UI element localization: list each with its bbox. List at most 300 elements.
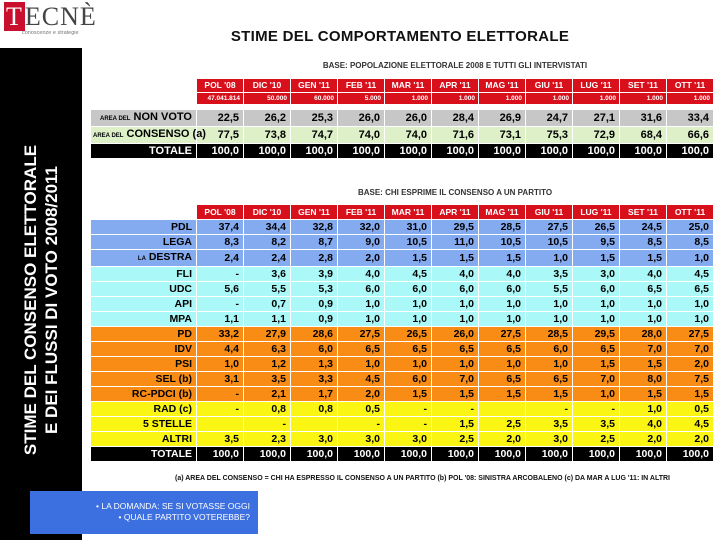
table-cell: 3,0	[385, 432, 432, 447]
table-cell: -	[197, 267, 244, 282]
table-cell: 100,0	[667, 144, 714, 159]
table-cell: 2,8	[291, 250, 338, 267]
table-row	[91, 267, 714, 282]
table-cell: 4,5	[338, 372, 385, 387]
table-cell: 1,0	[620, 402, 667, 417]
table-cell: 7,5	[667, 372, 714, 387]
table-cell: 26,2	[244, 110, 291, 127]
column-header: APR '11	[432, 79, 479, 93]
table-cell: 1,0	[526, 297, 573, 312]
table-cell: 1,5	[620, 387, 667, 402]
column-header: MAG '11	[479, 79, 526, 93]
page-title: STIME DEL COMPORTAMENTO ELETTORALE	[230, 28, 570, 45]
table-cell: 10,5	[385, 235, 432, 250]
table-row	[91, 342, 714, 357]
column-header: DIC '10	[244, 79, 291, 93]
header-blank	[91, 93, 197, 105]
table-cell: 1,5	[432, 250, 479, 267]
table-cell: 6,5	[667, 282, 714, 297]
question-box	[30, 491, 258, 534]
table-row	[91, 297, 714, 312]
table-cell: 3,3	[291, 372, 338, 387]
table-row	[91, 282, 714, 297]
table-row	[91, 387, 714, 402]
table-cell: 1,0	[667, 250, 714, 267]
table-cell: 100,0	[620, 447, 667, 462]
table-cell: 100,0	[526, 144, 573, 159]
vertical-title-line1: STIME DEL CONSENSO ELETTORALE	[21, 144, 40, 456]
table-cell: 26,0	[338, 110, 385, 127]
table-cell	[291, 417, 338, 432]
sample-size: 1.000	[479, 93, 526, 105]
table-cell: 32,0	[338, 220, 385, 235]
table-cell: 0,5	[338, 402, 385, 417]
row-label-text: ALTRI	[161, 433, 192, 445]
table-cell: 0,9	[291, 297, 338, 312]
column-header: MAR '11	[385, 205, 432, 220]
table-cell: 37,4	[197, 220, 244, 235]
table-cell: 2,0	[620, 432, 667, 447]
table-cell: 1,0	[573, 312, 620, 327]
table-cell: 1,5	[479, 250, 526, 267]
table-cell: -	[385, 402, 432, 417]
table-cell: 5,5	[244, 282, 291, 297]
table-cell: 1,0	[479, 297, 526, 312]
row-label	[91, 267, 197, 282]
table-cell: 2,4	[197, 250, 244, 267]
table-cell: 1,5	[432, 387, 479, 402]
table-cell: 5,6	[197, 282, 244, 297]
row-label-text: SEL (b)	[155, 373, 192, 385]
row-label	[91, 127, 206, 144]
header-blank	[91, 79, 197, 93]
table-electoral-behaviour	[90, 78, 714, 159]
table-cell: 1,0	[385, 357, 432, 372]
table-cell: 3,1	[197, 372, 244, 387]
table-cell: 1,5	[620, 357, 667, 372]
table-cell: 7,0	[432, 372, 479, 387]
row-label-text: PSI	[175, 358, 192, 370]
table-cell: 8,3	[197, 235, 244, 250]
table-cell: 6,5	[432, 342, 479, 357]
sample-size: 60.000	[291, 93, 338, 105]
table-cell: 1,5	[385, 387, 432, 402]
table-cell: 33,2	[197, 327, 244, 342]
table-cell: 100,0	[479, 144, 526, 159]
table-cell: 1,0	[479, 312, 526, 327]
table-cell: 3,5	[526, 417, 573, 432]
table-cell	[197, 417, 244, 432]
row-label	[91, 402, 197, 417]
column-header: MAG '11	[479, 205, 526, 220]
row-label	[91, 432, 197, 447]
table-cell: 24,5	[620, 220, 667, 235]
row-label-text: NON VOTO	[133, 111, 192, 123]
row-label	[91, 372, 197, 387]
table-cell: 4,0	[432, 267, 479, 282]
table-row	[91, 432, 714, 447]
table-cell: 77,5	[197, 127, 244, 144]
table-cell: 100,0	[385, 447, 432, 462]
row-label-text: API	[174, 298, 192, 310]
table-cell: 74,0	[385, 127, 432, 144]
column-header: LUG '11	[573, 205, 620, 220]
table-cell: -	[573, 402, 620, 417]
table-party-consensus	[90, 204, 714, 462]
table-cell: 1,0	[526, 357, 573, 372]
row-label	[91, 110, 197, 127]
row-label	[91, 447, 197, 462]
table-cell: 28,6	[291, 327, 338, 342]
column-header: OTT '11	[667, 79, 714, 93]
table-row	[91, 447, 714, 462]
table-cell: 1,0	[526, 250, 573, 267]
row-label-text: MPA	[169, 313, 192, 325]
table-cell: 6,0	[432, 282, 479, 297]
row-label-text: IDV	[174, 343, 192, 355]
table1-base-note: BASE: POPOLAZIONE ELETTORALE 2008 E TUTTI GLI INTERVISTATI	[322, 61, 588, 70]
row-label	[91, 312, 197, 327]
question-line2: • QUALE PARTITO VOTEREBBE?	[118, 512, 250, 522]
sample-size-row	[91, 93, 714, 105]
table-cell: 8,5	[667, 235, 714, 250]
table-cell: 1,2	[244, 357, 291, 372]
table-cell: 68,4	[620, 127, 667, 144]
table-cell: 1,0	[432, 357, 479, 372]
table-cell: 75,3	[526, 127, 573, 144]
table-cell: 100,0	[291, 447, 338, 462]
table-cell: 26,0	[385, 110, 432, 127]
column-header: FEB '11	[338, 79, 385, 93]
table-cell: 4,5	[667, 267, 714, 282]
table-cell: 1,1	[197, 312, 244, 327]
table-cell: 1,5	[432, 417, 479, 432]
sample-size: 1.000	[526, 93, 573, 105]
column-header: SET '11	[620, 205, 667, 220]
table-cell: 100,0	[432, 447, 479, 462]
table-cell: -	[526, 402, 573, 417]
table-cell: 1,5	[526, 387, 573, 402]
table-row	[91, 127, 714, 144]
table-cell: -	[197, 387, 244, 402]
table-cell: 0,7	[244, 297, 291, 312]
table-cell: 0,8	[291, 402, 338, 417]
sample-size: 1.000	[620, 93, 667, 105]
sample-size: 1.000	[432, 93, 479, 105]
column-header: OTT '11	[667, 205, 714, 220]
table-cell: 1,0	[338, 357, 385, 372]
table-row	[91, 312, 714, 327]
table-cell: 6,5	[479, 342, 526, 357]
row-label-text: 5 STELLE	[142, 418, 192, 430]
table-cell: 100,0	[620, 144, 667, 159]
table-cell: 4,0	[338, 267, 385, 282]
table-row	[91, 144, 714, 159]
table-cell: 6,3	[244, 342, 291, 357]
row-label-prefix: LA	[137, 256, 146, 262]
table-cell: 1,5	[573, 357, 620, 372]
table-cell: 100,0	[244, 447, 291, 462]
row-label-text: DESTRA	[148, 251, 192, 263]
table-cell: 8,2	[244, 235, 291, 250]
table-cell: 4,4	[197, 342, 244, 357]
table-cell: 1,5	[479, 387, 526, 402]
table-cell: 6,0	[291, 342, 338, 357]
row-label	[91, 220, 197, 235]
table-row	[91, 357, 714, 372]
table-cell: 6,0	[479, 282, 526, 297]
table-cell: 100,0	[526, 447, 573, 462]
table-cell: 6,5	[620, 282, 667, 297]
table-cell: 6,5	[526, 372, 573, 387]
table-cell: 1,0	[338, 312, 385, 327]
table-cell: 2,5	[573, 432, 620, 447]
column-header: GEN '11	[291, 205, 338, 220]
table-cell: 3,5	[197, 432, 244, 447]
table-cell: 32,8	[291, 220, 338, 235]
row-label-text: UDC	[169, 283, 192, 295]
sample-size: 5.000	[338, 93, 385, 105]
sample-size: 50.000	[244, 93, 291, 105]
table-cell: 1,0	[620, 312, 667, 327]
table-cell: 27,5	[479, 327, 526, 342]
table-cell: 2,0	[667, 432, 714, 447]
table-cell: 9,0	[338, 235, 385, 250]
column-header: SET '11	[620, 79, 667, 93]
table-cell: 2,3	[244, 432, 291, 447]
table-cell: 6,0	[385, 372, 432, 387]
footnote: (a) AREA DEL CONSENSO = CHI HA ESPRESSO IL CONSENSO A UN PARTITO (b) POL '08: SINISTRA ARCOBALENO (c) DA MAR A LUG '11: IN ALTRI	[175, 475, 670, 482]
table-cell: 1,5	[620, 250, 667, 267]
table-cell: 72,9	[573, 127, 620, 144]
table-cell: 2,0	[338, 250, 385, 267]
table-cell: 2,0	[338, 387, 385, 402]
table-row	[91, 372, 714, 387]
sample-size: 47.041.814	[197, 93, 244, 105]
logo-tagline: conoscenze e strategie	[22, 30, 79, 36]
table-cell: 3,5	[244, 372, 291, 387]
table-cell: 25,3	[291, 110, 338, 127]
table-cell: 2,5	[479, 417, 526, 432]
table-cell: 2,5	[432, 432, 479, 447]
table-row	[91, 235, 714, 250]
table-cell: 25,0	[667, 220, 714, 235]
table-cell: 34,4	[244, 220, 291, 235]
table-cell: 3,5	[573, 417, 620, 432]
row-label-text: CONSENSO (a)	[126, 128, 206, 140]
table-cell: 74,7	[291, 127, 338, 144]
table-cell: 5,5	[526, 282, 573, 297]
column-header: DIC '10	[244, 205, 291, 220]
table-cell: 31,0	[385, 220, 432, 235]
table-row	[91, 110, 714, 127]
table-cell: 100,0	[291, 144, 338, 159]
table-cell: 8,7	[291, 235, 338, 250]
table-cell: 6,5	[479, 372, 526, 387]
table-cell: 100,0	[197, 447, 244, 462]
table-cell: 27,5	[338, 327, 385, 342]
table-cell: 1,3	[291, 357, 338, 372]
table-cell: 26,5	[385, 327, 432, 342]
row-label-text: RC-PDCI (b)	[131, 388, 192, 400]
table-cell	[479, 402, 526, 417]
table-cell: 26,0	[432, 327, 479, 342]
sample-size: 1.000	[667, 93, 714, 105]
table-cell: -	[197, 297, 244, 312]
column-header: MAR '11	[385, 79, 432, 93]
table-cell: 1,1	[244, 312, 291, 327]
table-cell: 27,1	[573, 110, 620, 127]
column-header: GIU '11	[526, 79, 573, 93]
table-cell: 4,0	[620, 267, 667, 282]
table-cell: 1,0	[338, 297, 385, 312]
table-cell: 71,6	[432, 127, 479, 144]
table-header-row	[91, 79, 714, 93]
table-cell: 5,3	[291, 282, 338, 297]
table-cell: 8,5	[620, 235, 667, 250]
table-cell: 66,6	[667, 127, 714, 144]
row-label-text: PD	[177, 328, 192, 340]
table-cell: 3,6	[244, 267, 291, 282]
table-cell: 2,4	[244, 250, 291, 267]
table-cell: 7,0	[573, 372, 620, 387]
table-cell: 28,5	[526, 327, 573, 342]
table-cell: 28,0	[620, 327, 667, 342]
logo-text: ECNÈ	[24, 2, 97, 31]
row-label-text: TOTALE	[149, 145, 192, 157]
table-cell: 4,0	[620, 417, 667, 432]
table-cell: 7,0	[620, 342, 667, 357]
row-label	[91, 235, 197, 250]
table-cell: 3,0	[526, 432, 573, 447]
table-cell: 1,0	[432, 297, 479, 312]
table-cell: 0,8	[244, 402, 291, 417]
header-blank	[91, 205, 197, 220]
row-label-text: RAD (c)	[153, 403, 192, 415]
row-label	[91, 357, 197, 372]
column-header: GEN '11	[291, 79, 338, 93]
table-cell: 4,0	[479, 267, 526, 282]
table-cell: 3,0	[573, 267, 620, 282]
table-cell: 4,5	[667, 417, 714, 432]
table-cell: 100,0	[573, 447, 620, 462]
table-cell: 3,5	[526, 267, 573, 282]
table-cell: 24,7	[526, 110, 573, 127]
table-cell: 1,0	[197, 357, 244, 372]
table-cell: 1,7	[291, 387, 338, 402]
row-label-text: PDL	[171, 221, 192, 233]
row-label	[91, 282, 197, 297]
table-cell: 26,9	[479, 110, 526, 127]
table-cell: 1,0	[479, 357, 526, 372]
table-cell: 1,0	[432, 312, 479, 327]
table-cell: 100,0	[385, 144, 432, 159]
table-cell: 1,0	[385, 312, 432, 327]
column-header: LUG '11	[573, 79, 620, 93]
table-cell: 100,0	[479, 447, 526, 462]
table-cell: 2,0	[667, 357, 714, 372]
table-cell: 100,0	[197, 144, 244, 159]
sample-size: 1.000	[385, 93, 432, 105]
table-cell: 1,5	[573, 250, 620, 267]
table-cell: 0,5	[667, 402, 714, 417]
row-label-text: LEGA	[162, 236, 192, 248]
table-cell: 100,0	[338, 447, 385, 462]
table-cell: 2,1	[244, 387, 291, 402]
table-cell: 100,0	[432, 144, 479, 159]
table-cell: 28,5	[479, 220, 526, 235]
row-label	[91, 327, 197, 342]
table-cell: 3,0	[291, 432, 338, 447]
table-cell: 1,0	[620, 297, 667, 312]
table-cell: 10,5	[526, 235, 573, 250]
table-row	[91, 327, 714, 342]
logo-letter: T	[6, 2, 23, 31]
question-line1: • LA DOMANDA: SE SI VOTASSE OGGI	[96, 501, 250, 511]
table-cell: 4,5	[385, 267, 432, 282]
table-cell: 29,5	[432, 220, 479, 235]
table-row	[91, 220, 714, 235]
row-label	[91, 297, 197, 312]
table-cell: 1,0	[667, 312, 714, 327]
table-cell: 6,5	[338, 342, 385, 357]
table-cell: 8,0	[620, 372, 667, 387]
table-cell: 6,0	[385, 282, 432, 297]
table-row	[91, 402, 714, 417]
table-cell: 3,0	[338, 432, 385, 447]
row-label	[91, 417, 197, 432]
table-cell: 9,5	[573, 235, 620, 250]
row-label	[91, 144, 197, 159]
tecne-logo	[4, 2, 97, 44]
table-cell: -	[338, 417, 385, 432]
table-cell: 0,9	[291, 312, 338, 327]
sample-size: 1.000	[573, 93, 620, 105]
table-cell: 74,0	[338, 127, 385, 144]
table-cell: -	[385, 417, 432, 432]
table-cell: 33,4	[667, 110, 714, 127]
table-cell: 6,0	[526, 342, 573, 357]
table-cell: 27,5	[526, 220, 573, 235]
table-cell: 1,0	[573, 387, 620, 402]
table-header-row	[91, 205, 714, 220]
table-cell: 73,1	[479, 127, 526, 144]
vertical-title-line2: E DEI FLUSSI DI VOTO 2008/2011	[42, 165, 61, 435]
table2-base-note: BASE: CHI ESPRIME IL CONSENSO A UN PARTITO	[357, 188, 553, 197]
row-label	[91, 250, 197, 267]
table-cell: 100,0	[667, 447, 714, 462]
row-label-prefix: AREA DEL	[100, 116, 131, 122]
table-cell: 1,0	[667, 297, 714, 312]
table-cell: 1,0	[385, 297, 432, 312]
table-cell: -	[244, 417, 291, 432]
table-cell: 6,5	[573, 342, 620, 357]
row-label-text: TOTALE	[150, 448, 192, 460]
table-cell: 2,0	[479, 432, 526, 447]
table-cell: 1,5	[667, 387, 714, 402]
table-cell: 100,0	[573, 144, 620, 159]
table-cell: 73,8	[244, 127, 291, 144]
table-cell: 28,4	[432, 110, 479, 127]
column-header: GIU '11	[526, 205, 573, 220]
table-cell: 27,5	[667, 327, 714, 342]
table-cell: 1,5	[385, 250, 432, 267]
table-cell: 6,5	[385, 342, 432, 357]
column-header: POL '08	[197, 79, 244, 93]
table-row	[91, 417, 714, 432]
row-label	[91, 387, 197, 402]
table-row	[91, 250, 714, 267]
